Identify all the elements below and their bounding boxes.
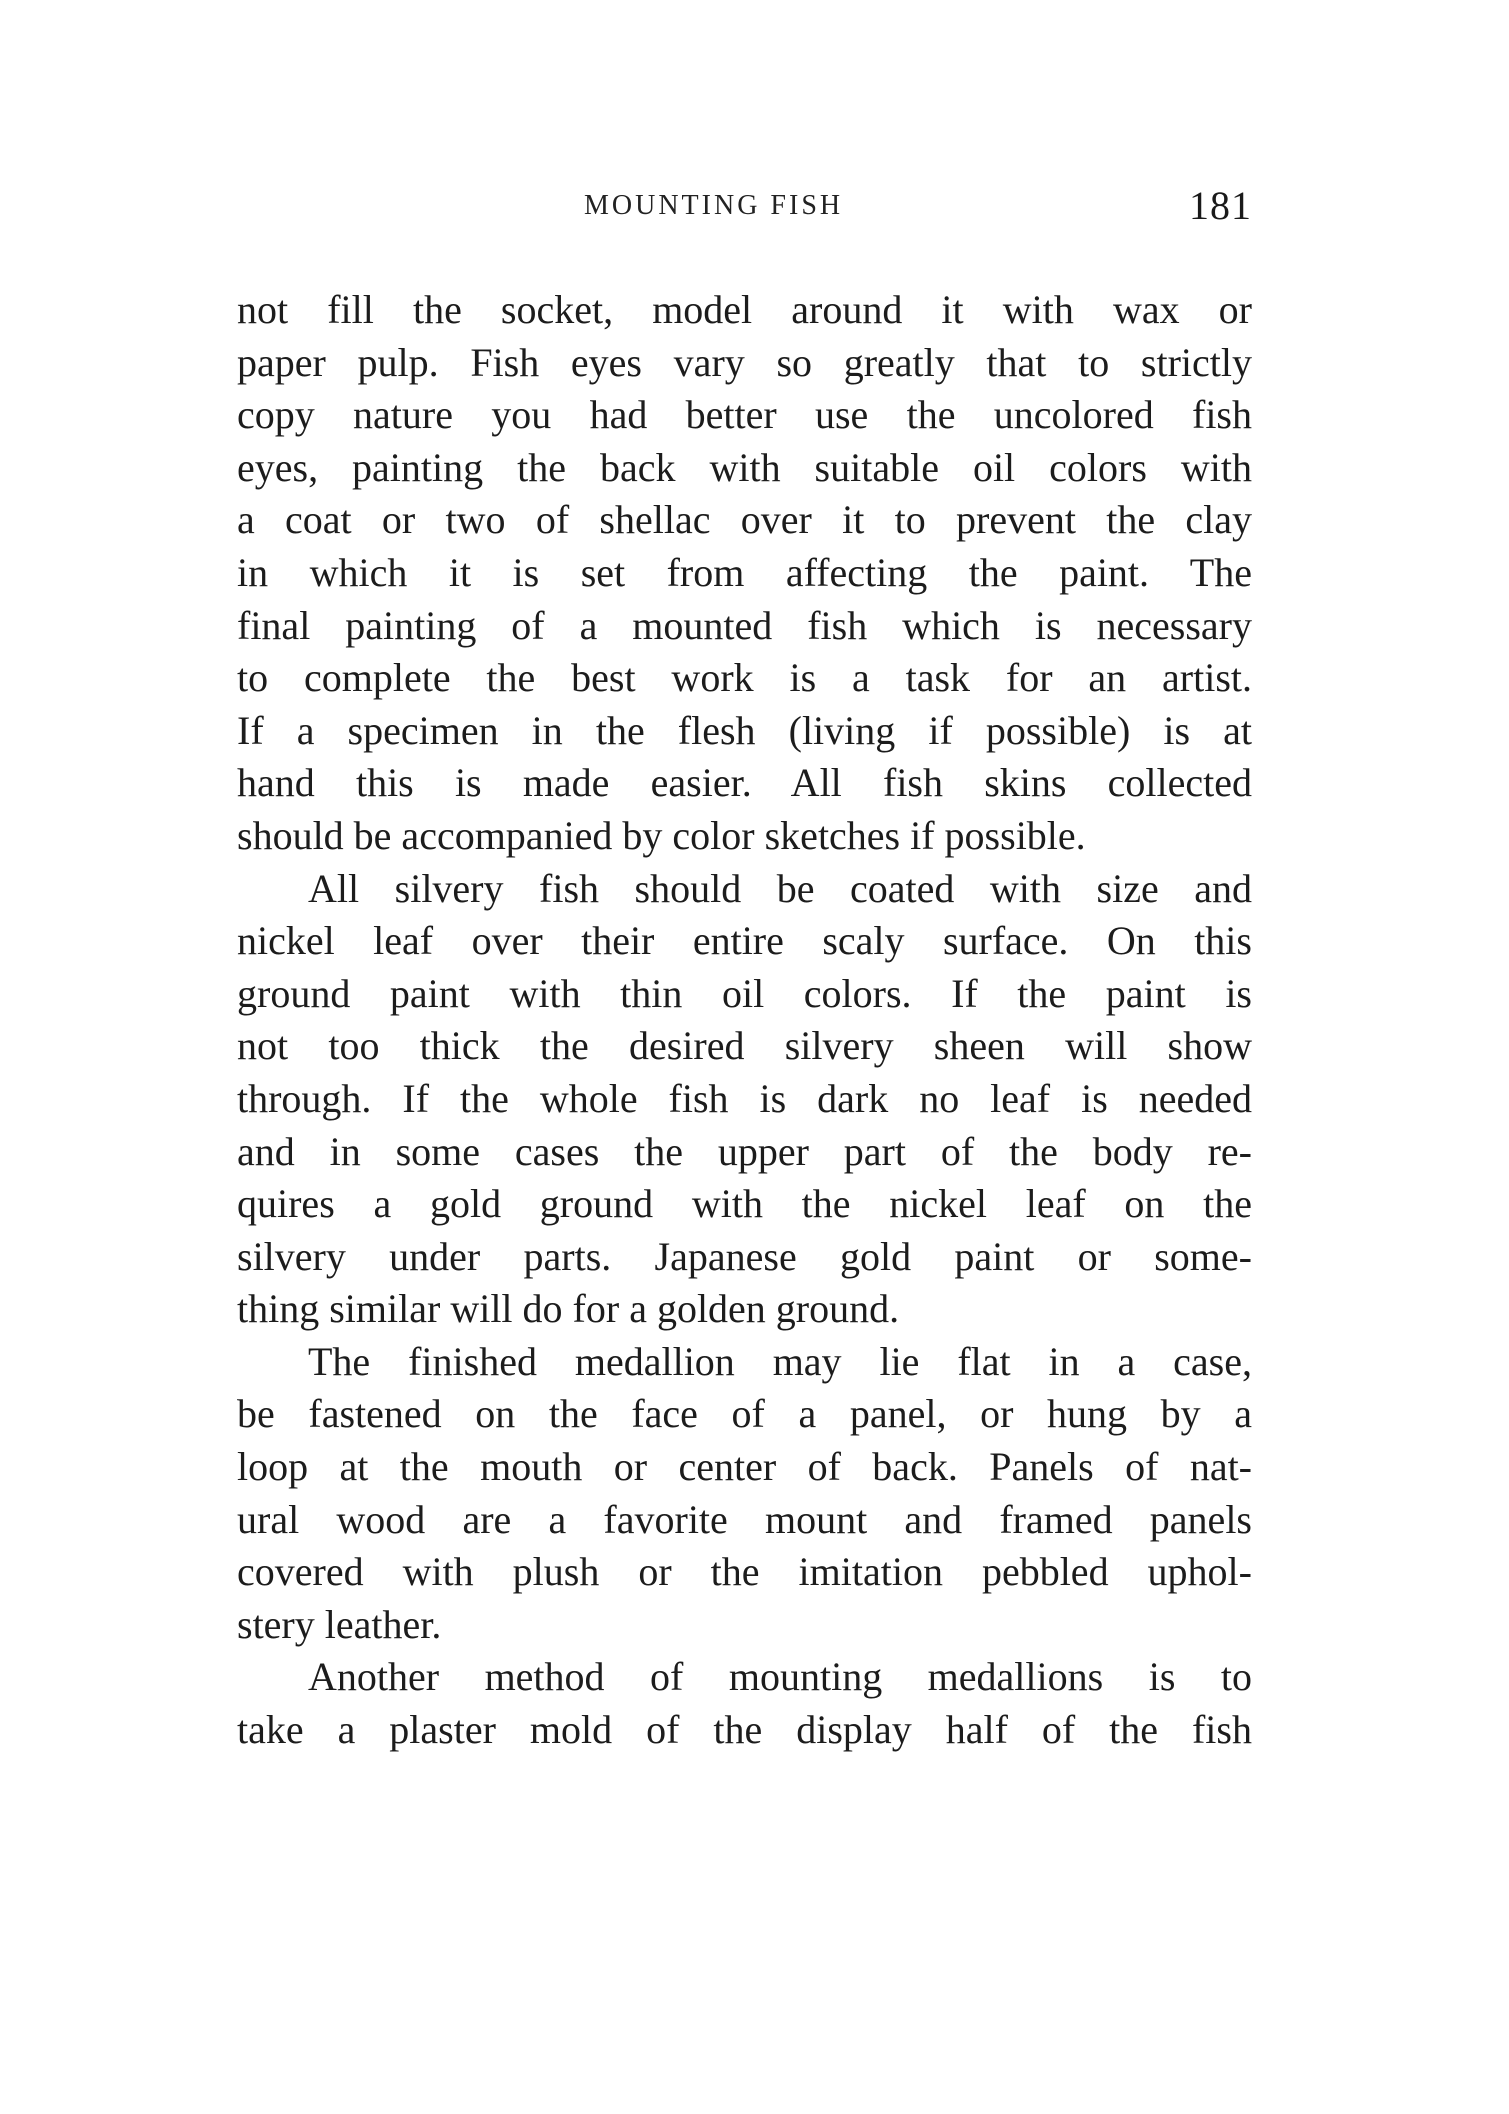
text-line: not too thick the desired silvery sheen will show [237, 1023, 1252, 1069]
text-line: thing similar will do for a golden ground. [237, 1286, 900, 1332]
body-text [237, 284, 1252, 1757]
text-line: stery leather. [237, 1601, 442, 1647]
text-line: All silvery fish should be coated with size and [308, 865, 1252, 911]
text-line: silvery under parts. Japanese gold paint or some- [237, 1233, 1252, 1279]
text-line: take a plaster mold of the display half of the fish [237, 1707, 1252, 1753]
text-line: ground paint with thin oil colors. If the paint is [237, 970, 1252, 1016]
page-number: 181 [1189, 183, 1252, 228]
text-line: copy nature you had better use the uncolored fish [237, 392, 1252, 438]
text-line: paper pulp. Fish eyes vary so greatly that to strictly [237, 339, 1252, 385]
text-line: quires a gold ground with the nickel leaf on the [237, 1181, 1252, 1227]
text-line: eyes, painting the back with suitable oil colors with [237, 444, 1252, 490]
text-line: through. If the whole fish is dark no leaf is needed [237, 1075, 1252, 1121]
text-line: to complete the best work is a task for an artist. [237, 655, 1252, 701]
text-line: Another method of mounting medallions is to [308, 1654, 1252, 1700]
text-line: covered with plush or the imitation pebbled uphol- [237, 1549, 1252, 1595]
text-line: not fill the socket, model around it with wax or [237, 287, 1252, 332]
paragraph-2 [237, 863, 1252, 1336]
paragraph-4 [237, 1651, 1252, 1756]
paragraph-3 [237, 1336, 1252, 1652]
text-line: in which it is set from affecting the paint. The [237, 549, 1252, 595]
text-line: The finished medallion may lie flat in a case, [308, 1338, 1252, 1384]
text-line: nickel leaf over their entire scaly surface. On this [237, 918, 1252, 964]
text-line: be fastened on the face of a panel, or hung by a [237, 1391, 1252, 1437]
text-line: final painting of a mounted fish which is necessary [237, 602, 1252, 648]
text-line: hand this is made easier. All fish skins collected [237, 760, 1252, 806]
running-title: MOUNTING FISH [584, 190, 844, 221]
text-line: and in some cases the upper part of the body re- [237, 1128, 1252, 1174]
running-header [237, 182, 1252, 232]
text-line: If a specimen in the flesh (living if possible) is at [237, 707, 1252, 753]
text-line: a coat or two of shellac over it to prevent the clay [237, 497, 1252, 543]
text-line: ural wood are a favorite mount and framed panels [237, 1496, 1252, 1542]
text-line: loop at the mouth or center of back. Panels of nat- [237, 1444, 1252, 1490]
text-line: should be accompanied by color sketches if possible. [237, 812, 1086, 858]
paragraph-1 [237, 284, 1252, 863]
